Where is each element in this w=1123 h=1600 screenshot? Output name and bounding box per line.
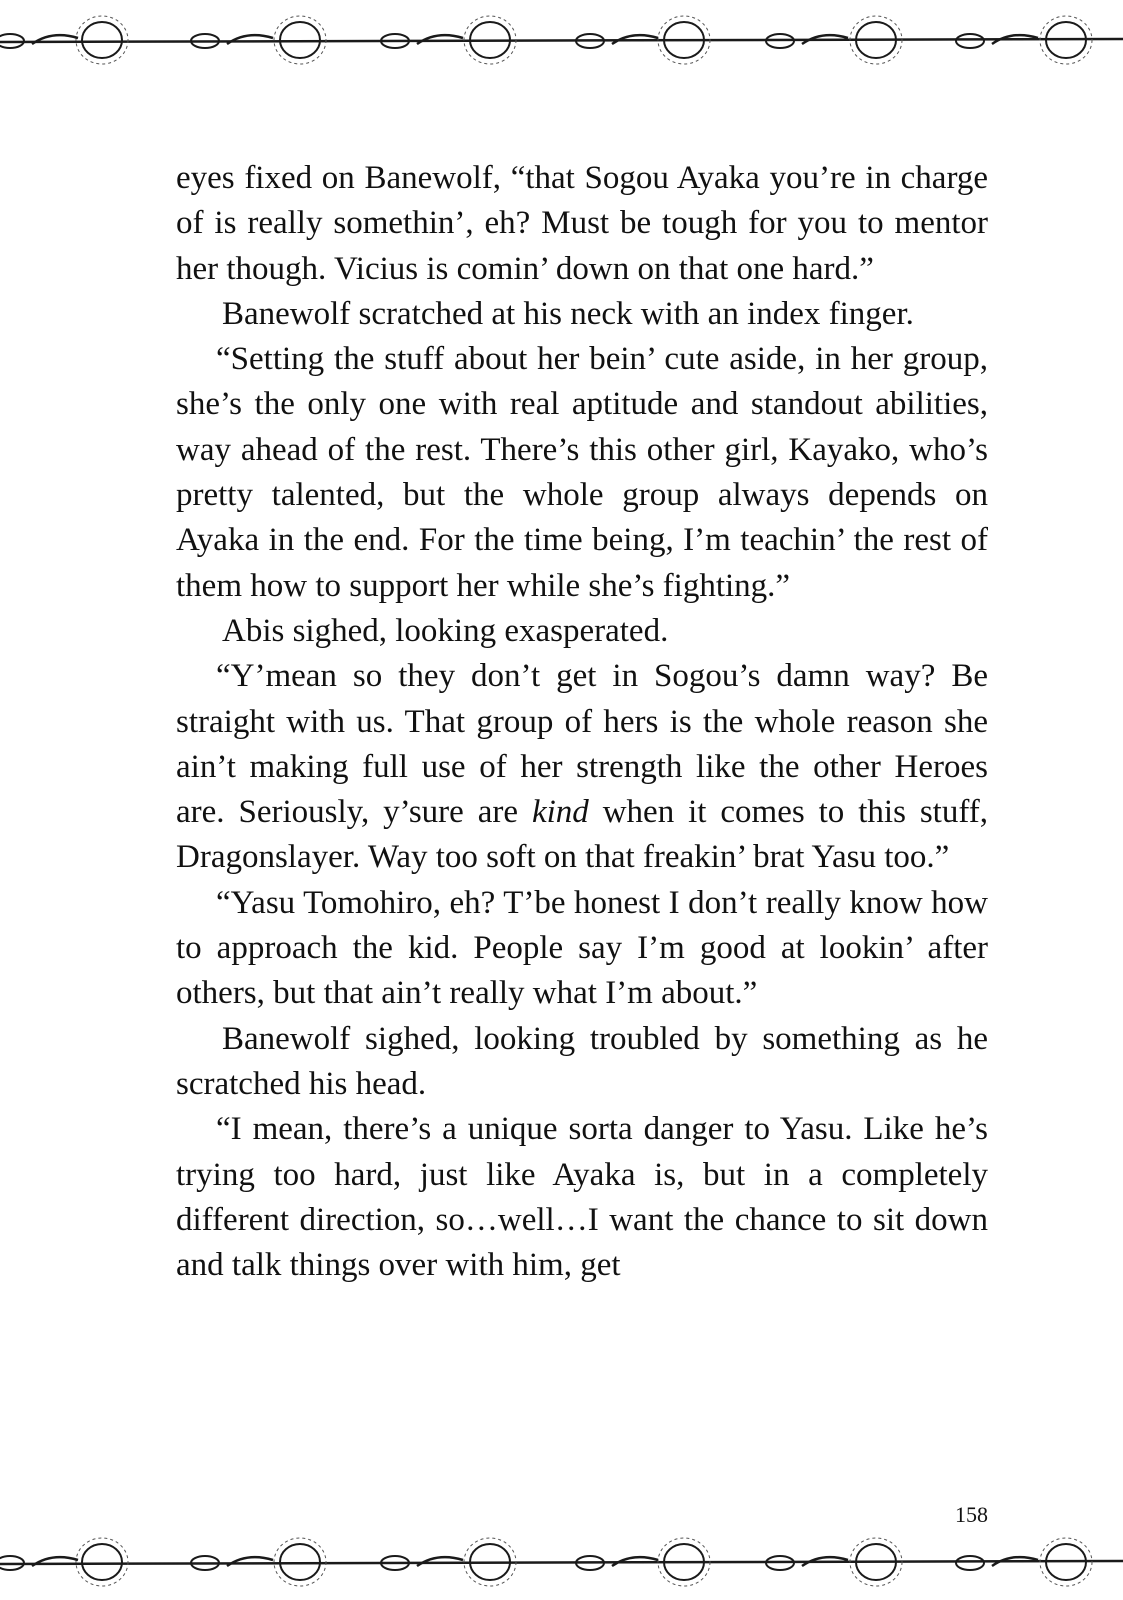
paragraph (176, 1107, 988, 1288)
paragraph (176, 337, 988, 609)
page-number: 158 (955, 1502, 988, 1527)
paragraph-text: Banewolf sighed, looking troubled by something as he scratched his head. (176, 1020, 988, 1102)
chain-ring-icon (76, 16, 128, 64)
paragraph (176, 881, 988, 1017)
paragraph (176, 156, 988, 292)
paragraph (176, 292, 988, 337)
paragraph-text: “Yasu Tomohiro, eh? T’be honest I don’t really know how to approach the kid. People say I’m good at lookin’ after others, but that ain’t really what I’m about.” (176, 884, 988, 1012)
paragraph (176, 1017, 988, 1108)
paragraph-text: “Y’mean so they don’t get in Sogou’s damn way? Be straight with us. That group of hers is the whole reason she ain’t making full use of her strength like the other Heroes are. Seriously, y’sure are (176, 658, 988, 831)
chain-ring-icon (76, 1538, 128, 1586)
paragraph-text: Banewolf scratched at his neck with an index finger. (222, 295, 914, 332)
paragraph (176, 609, 988, 654)
paragraph-text: “Setting the stuff about her bein’ cute aside, in her group, she’s the only one with real aptitude and standout abilities, way ahead of the rest. There’s this other girl, Kayako, who’s pretty talented, but the whole group always depends on Ayaka in the end. For the time being, I’m teachin’ the rest of them how to support her while she’s fighting.” (176, 341, 988, 604)
paragraph (176, 654, 988, 880)
emphasis-text: kind (531, 794, 589, 831)
chain-border-top (0, 8, 1123, 72)
chain-border-bottom (0, 1530, 1123, 1594)
chain-link-icon (956, 34, 1038, 48)
chain-link-icon (956, 1556, 1038, 1570)
paragraph-text: “I mean, there’s a unique sorta danger to Yasu. Like he’s trying too hard, just like Ayaka is, but in a completely different direction, so…well…I want the chance to sit down and talk things over with him, get (176, 1111, 988, 1284)
paragraph-text: Abis sighed, looking exasperated. (222, 612, 669, 649)
paragraph-text: eyes fixed on Banewolf, “that Sogou Ayaka you’re in charge of is really somethin’, eh? Must be tough for you to mentor her though. Vicius is comin’ down on that one hard.” (176, 160, 988, 287)
body-text (176, 156, 988, 1288)
paragraph-text: when it comes to this stuff, Dragonslayer. Way too soft on that freakin’ brat Yasu too.” (176, 794, 988, 876)
